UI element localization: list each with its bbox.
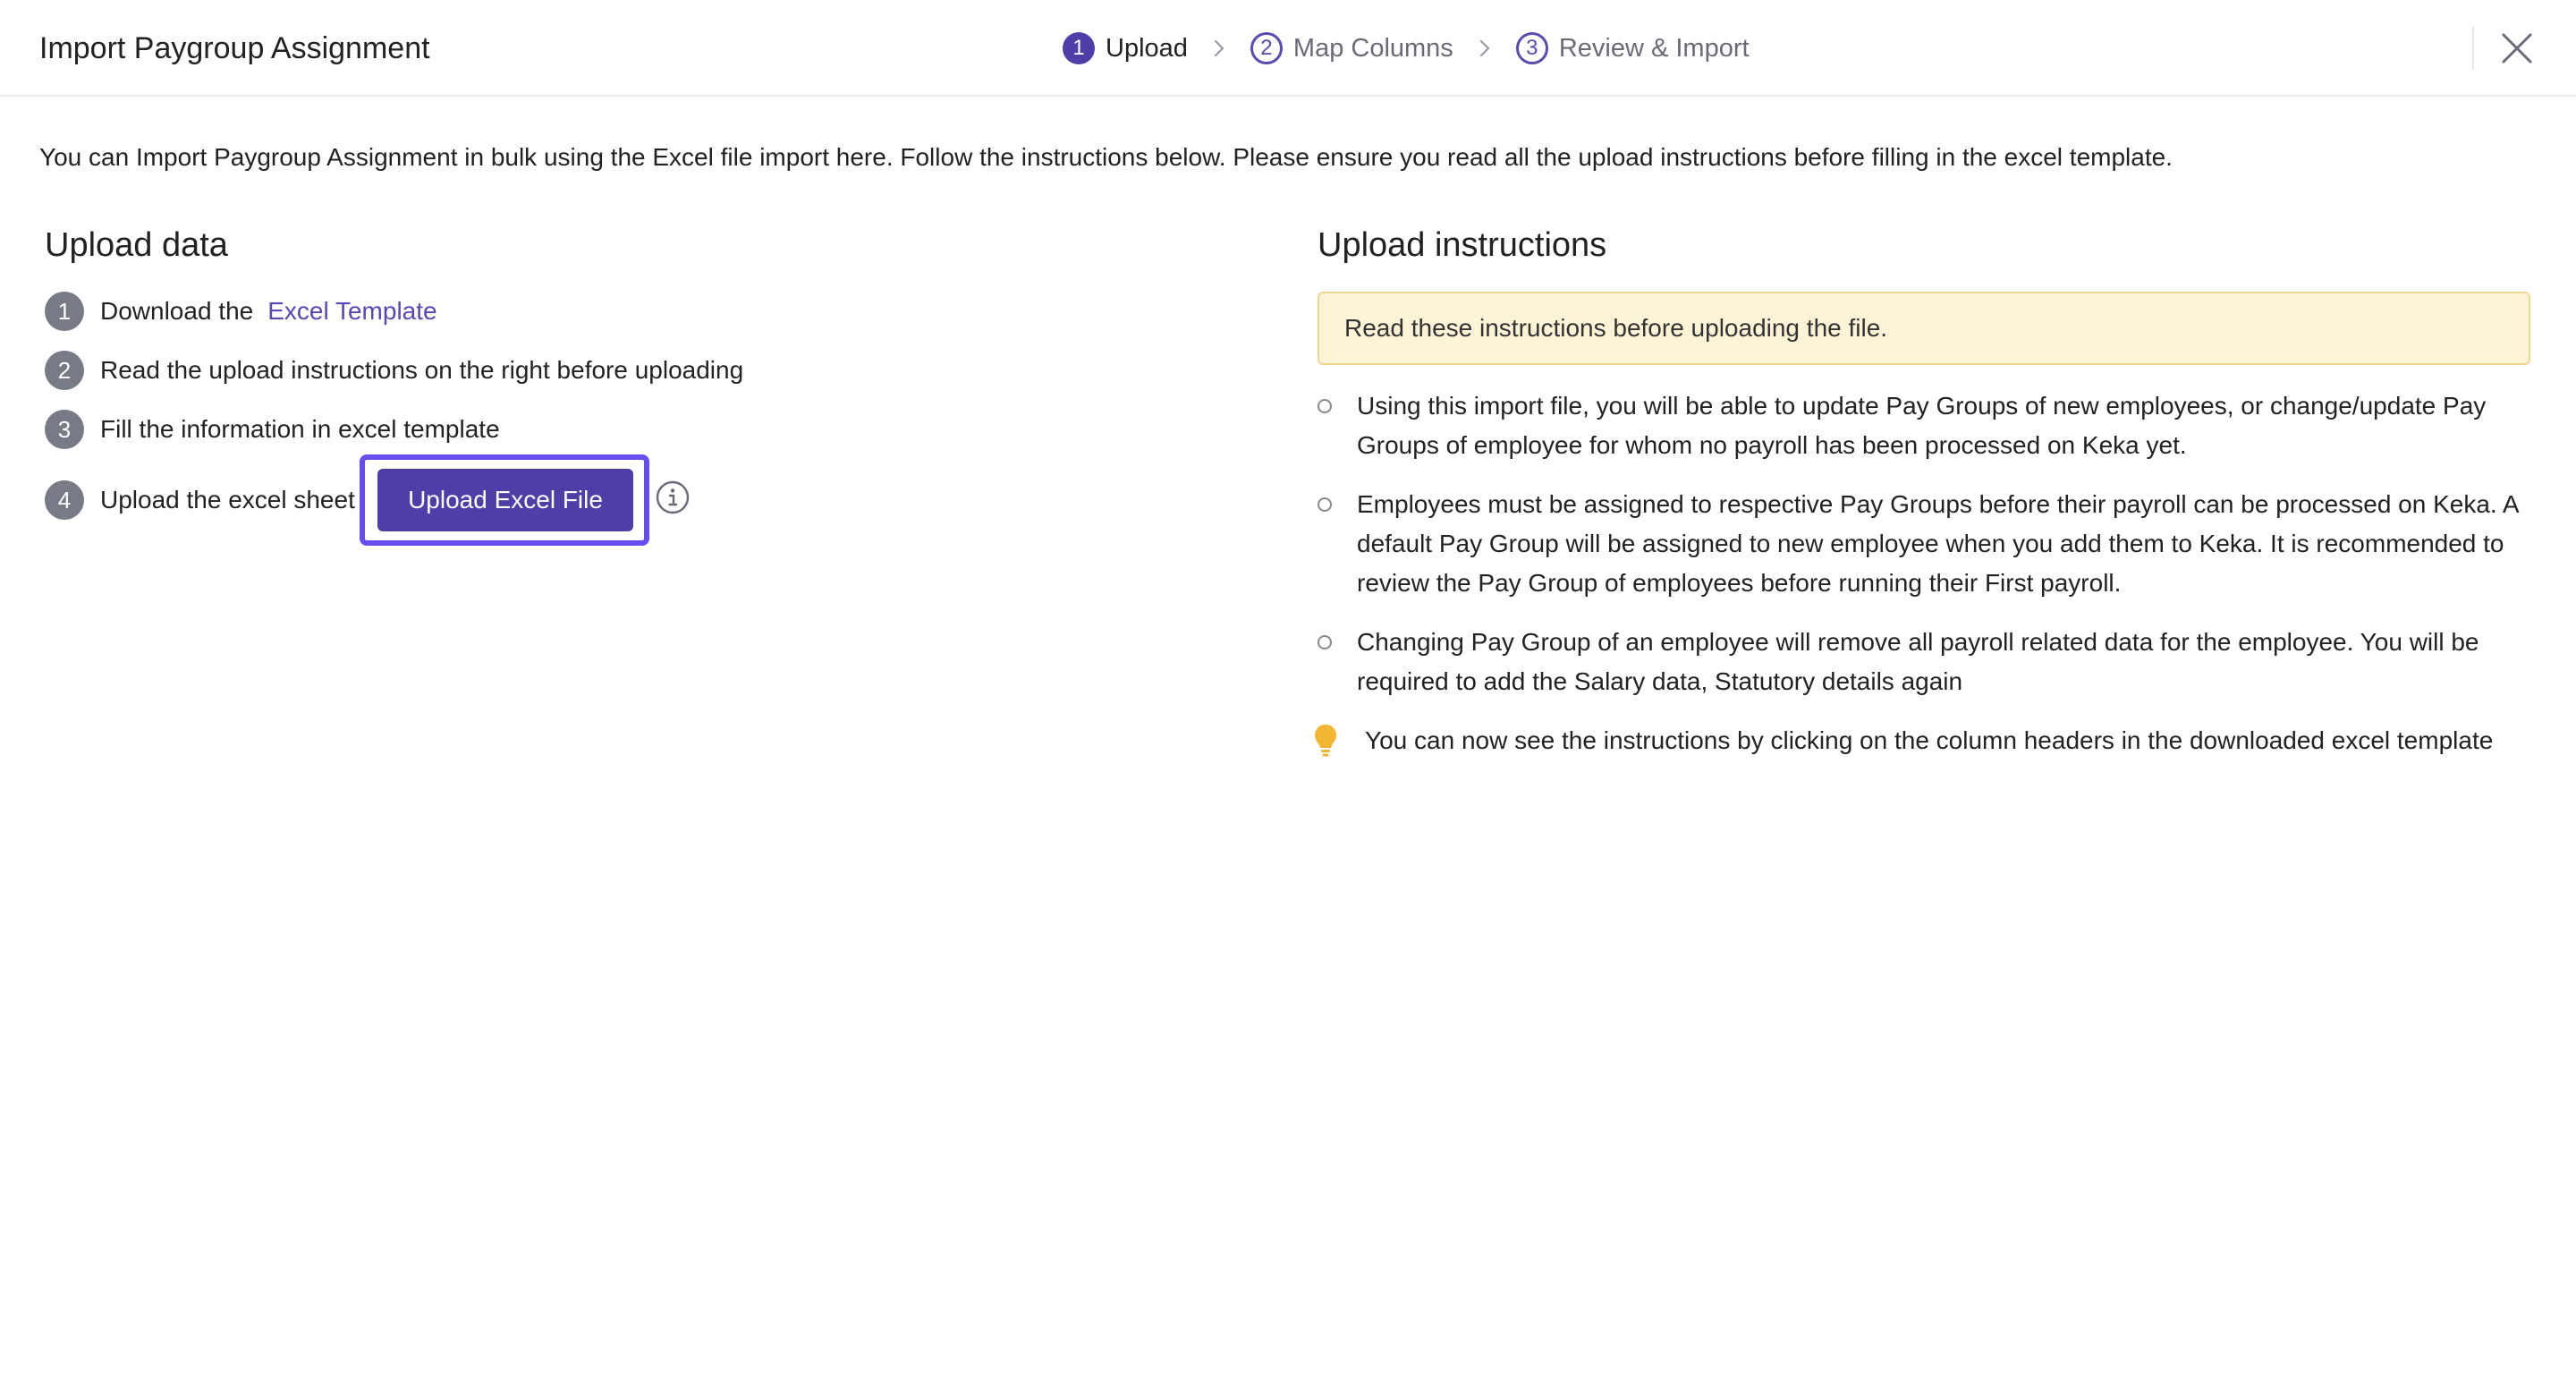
step-label-upload: Upload xyxy=(1106,34,1188,63)
excel-template-link[interactable]: Excel Template xyxy=(267,297,437,325)
step-badge: 3 xyxy=(45,410,84,449)
upload-step-1 xyxy=(45,292,437,331)
step-number-2: 2 xyxy=(1250,32,1283,64)
upload-excel-file-button[interactable]: Upload Excel File xyxy=(377,469,633,531)
step-review-import[interactable] xyxy=(1516,29,1750,68)
upload-step-4 xyxy=(45,480,355,520)
lightbulb-icon xyxy=(1311,721,1340,760)
step-number-3: 3 xyxy=(1516,32,1548,64)
bullet-circle-icon xyxy=(1318,497,1332,512)
step-badge: 4 xyxy=(45,480,84,520)
bullet-circle-icon xyxy=(1318,399,1332,413)
step-upload[interactable] xyxy=(1063,29,1188,68)
upload-step-text: Read the upload instructions on the right before uploading xyxy=(100,356,744,384)
upload-step-text: Upload the excel sheet xyxy=(100,486,355,514)
step-badge: 1 xyxy=(45,292,84,331)
upload-step-text: Fill the information in excel template xyxy=(100,415,500,443)
dialog-title: Import Paygroup Assignment xyxy=(39,31,430,65)
import-stepper xyxy=(1063,29,1750,68)
upload-step-text: Download the xyxy=(100,297,254,325)
step-number-1: 1 xyxy=(1063,32,1095,64)
info-icon[interactable] xyxy=(655,480,691,515)
step-label-map-columns: Map Columns xyxy=(1292,34,1453,63)
step-badge: 2 xyxy=(45,351,84,390)
upload-data-title: Upload data xyxy=(45,226,228,264)
upload-instructions-title: Upload instructions xyxy=(1318,226,1607,264)
step-map-columns[interactable] xyxy=(1250,29,1453,68)
upload-step-2 xyxy=(45,351,743,390)
intro-text: You can Import Paygroup Assignment in bulk using the Excel file import here. Follow the instructions below. Please ensure you read all the upload instructions before filling in the excel template. xyxy=(39,143,2173,171)
upload-step-3 xyxy=(45,410,500,449)
instruction-item-3: Changing Pay Group of an employee will remove all payroll related data for the employee. You will be required to add the Salary data, Statutory details again xyxy=(1357,628,2479,695)
instruction-item-2: Employees must be assigned to respective Pay Groups before their payroll can be processed on Keka. A default Pay Group will be assigned to new employee when you add them to Keka. It is recommended to review the Pay Group of employees before running their First payroll. xyxy=(1357,490,2519,597)
chevron-right-icon xyxy=(1188,38,1250,58)
close-icon[interactable] xyxy=(2499,30,2535,66)
step-label-review-import: Review & Import xyxy=(1558,34,1750,63)
bullet-circle-icon xyxy=(1318,635,1332,649)
tip-text: You can now see the instructions by clicking on the column headers in the downloaded excel template xyxy=(1365,726,2494,754)
instruction-item-1: Using this import file, you will be able to update Pay Groups of new employees, or change/update Pay Groups of employee for whom no payroll has been processed on Keka yet. xyxy=(1357,392,2487,459)
instructions-warning: Read these instructions before uploading the file. xyxy=(1318,292,2530,365)
chevron-right-icon xyxy=(1453,38,1516,58)
header-divider xyxy=(2472,27,2474,70)
dialog-header xyxy=(0,0,2576,97)
